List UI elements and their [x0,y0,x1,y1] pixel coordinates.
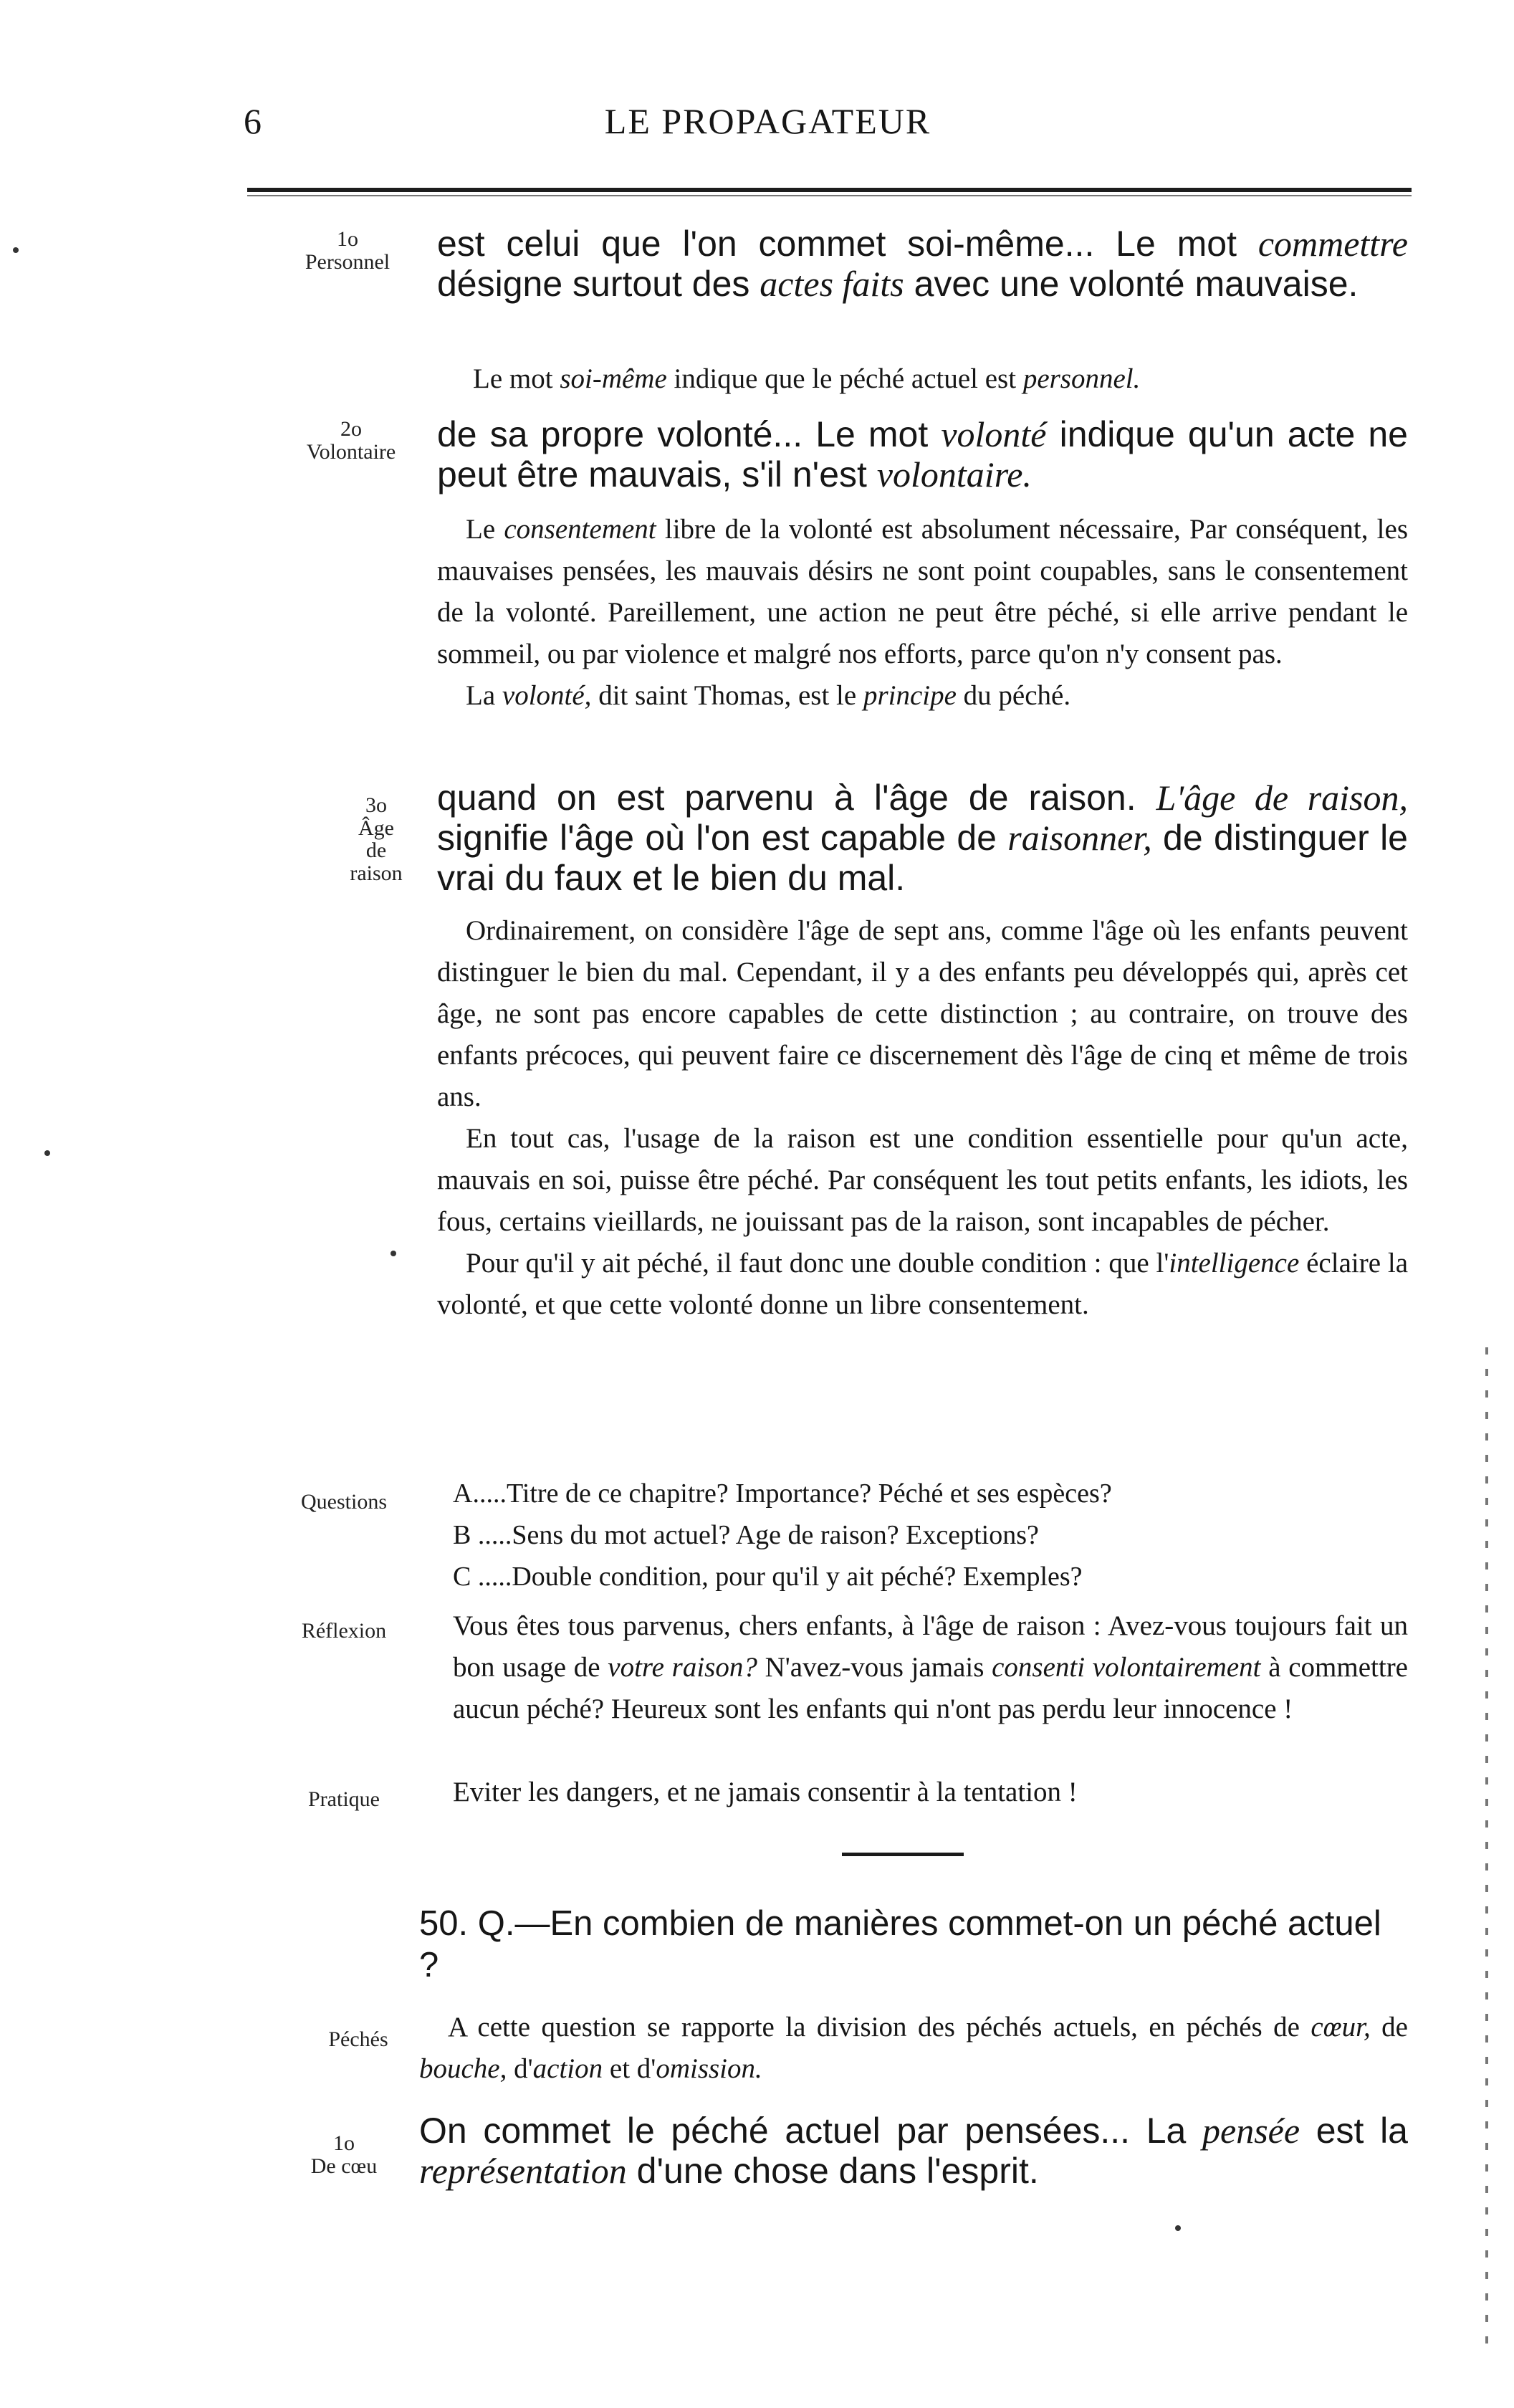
note-age-de-raison: Ordinairement, on considère l'âge de sept ans, comme l'âge où les enfants peuvent distinguer le bien du mal. Cependant, il y a des enfants peu développés qui, après cet âge, ne sont pas encore capables de cette distinction ; au contraire, on trouve des enfants précoces, qui peuvent faire ce discernement dès l'âge de cinq et même de trois ans. En tout cas, l'usage de la raison est une condition essentielle pour qu'un acte, mauvais en soi, puisse être péché. Par conséquent les tout petits enfants, les idiots, les fous, certains vieillards, ne jouissant pas de la raison, sont incapables de pécher. Pour qu'il y ait péché, il faut donc une double condition : que l'intelligence éclaire la volonté, et que cette volonté donne un libre consentement. [437,915,1409,1320]
question-50: 50. Q.—En combien de manières commet-on un péché actuel ? [419,1904,1381,1984]
section-volontaire-text: de sa propre volonté... Le mot volonté indique qu'un acte ne peut être mauvais, s'il n'est volontaire. [437,414,1408,494]
margin-note-de-coeur: 1o De cœu [310,2131,378,2178]
margin-note-pratique: Pratique [308,1787,380,1811]
question-c: C .....Double condition, pour qu'il y ait péché? Exemples? [453,1562,1083,1592]
pratique-text: Eviter les dangers, et ne jamais consentir à la tentation ! [453,1777,1078,1807]
scan-speck [13,247,19,253]
scan-speck [391,1251,396,1256]
page-header [0,100,1514,165]
margin-note-volontaire: 2o Volontaire [306,417,396,464]
reflexion-text: Vous êtes tous parvenus, chers enfants, à l'âge de raison : Avez-vous toujours fait un bon usage de votre raison? N'avez-vous jamais consenti volontairement à commettre aucun péché? Heureux sont les enfants qui n'ont pas perdu leur innocence ! [453,1610,1408,1724]
section-age-de-raison-text: quand on est parvenu à l'âge de raison. L'âge de raison, signifie l'âge où l'on est capable de raisonner, de distinguer le vrai du faux et le bien du mal. [437,778,1408,898]
question-a: A.....Titre de ce chapitre? Importance? Péché et ses espèces? [453,1478,1112,1509]
running-title: LE PROPAGATEUR [604,101,931,141]
header-rule-thin [247,195,1412,196]
peches-text: A cette question se rapporte la division des péchés actuels, en péchés de cœur, de bouche, d'action et d'omission. [419,2012,1408,2084]
margin-note-reflexion: Réflexion [301,1619,387,1643]
note-soi-meme: Le mot soi-même indique que le péché actuel est personnel. [473,363,1141,394]
margin-note-personnel: 1o Personnel [305,227,391,274]
margin-note-questions: Questions [301,1490,387,1514]
scan-speck [1175,2225,1181,2231]
margin-note-age-de-raison: 3o Âge de raison [350,793,403,885]
margin-note-peches: Péchés [328,2027,388,2051]
section-personnel-text: est celui que l'on commet soi-même... Le mot commettre désigne surtout des actes faits avec une volonté mauvaise. [437,224,1408,304]
section-separator [842,1853,964,1856]
scan-speck [44,1150,50,1156]
note-consentement: Le consentement libre de la volonté est absolument nécessaire, Par conséquent, les mauvaises pensées, les mauvais désirs ne sont point coupables, sans le consentement de la volonté. Pareillement, une action ne peut être péché, si elle arrive pendant le sommeil, ou par violence et malgré nos efforts, parce qu'on n'y consent pas. La volonté, dit saint Thomas, est le principe du péché. [437,514,1408,711]
review-questions [453,1473,1406,1597]
header-rule [247,188,1412,192]
question-b: B .....Sens du mot actuel? Age de raison? Exceptions? [453,1520,1039,1550]
section-de-coeur-text: On commet le péché actuel par pensées... La pensée est la représentation d'une chose dans l'esprit. [419,2111,1408,2191]
scan-edge-artifact [1485,1347,1488,2351]
page-number: 6 [244,101,262,141]
